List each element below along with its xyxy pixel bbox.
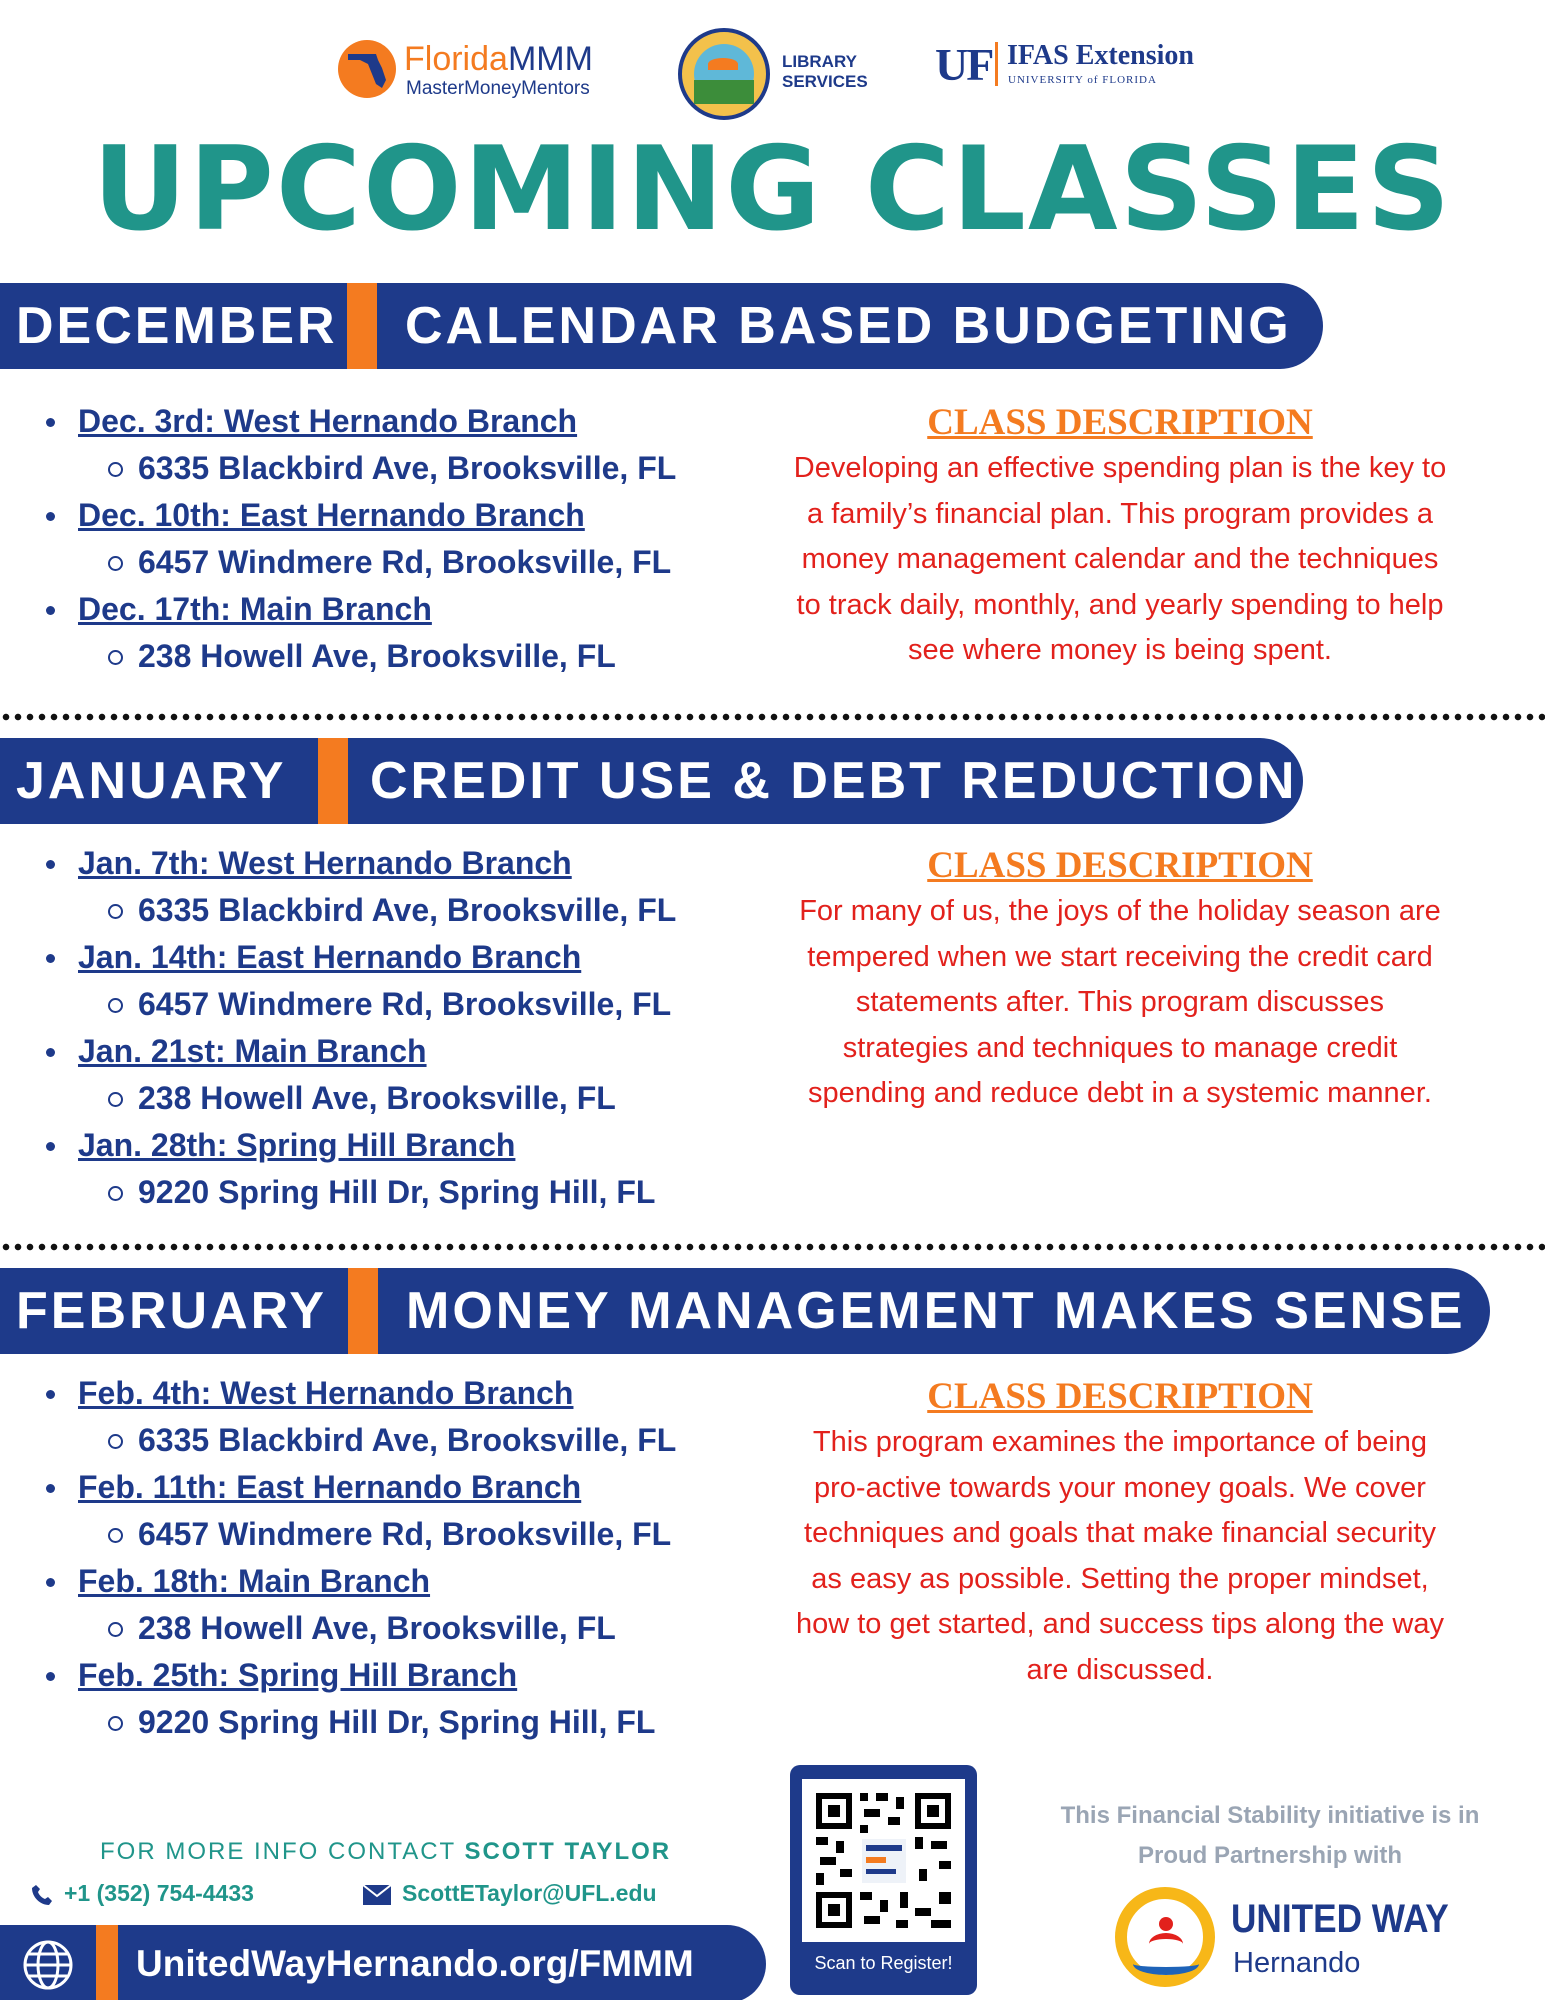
month-label: JANUARY: [16, 752, 287, 810]
florida-mmm-logo: [338, 34, 608, 104]
session-address: 6457 Windmere Rd, Brooksville, FL: [40, 539, 720, 586]
qr-code[interactable]: [802, 1779, 965, 1942]
partner-statement: This Financial Stability initiative is in Proud Partnership with: [1060, 1802, 1480, 1869]
session-date-link[interactable]: Feb. 4th: West Hernando Branch: [40, 1370, 720, 1417]
course-title: CREDIT USE & DEBT REDUCTION: [370, 752, 1298, 810]
session-date-link[interactable]: Jan. 14th: East Hernando Branch: [40, 934, 720, 981]
session-date-link[interactable]: Jan. 21st: Main Branch: [40, 1028, 720, 1075]
logo-strip: [0, 28, 1545, 123]
contact-label: FOR MORE INFO CONTACT SCOTT TAYLOR: [100, 1838, 672, 1865]
description-heading: CLASS DESCRIPTION: [927, 1376, 1313, 1417]
session-date-link[interactable]: Dec. 3rd: West Hernando Branch: [40, 398, 720, 445]
december-description: [740, 400, 1500, 674]
fmmm-subtitle: MasterMoneyMentors: [406, 78, 590, 99]
description-text: For many of us, the joys of the holiday season are tempered when we start receiving the credit card statements after. This program discusses strategies and techniques to manage credit spending and reduce debt in a systemic manner.: [799, 895, 1441, 1109]
february-description: [740, 1374, 1500, 1693]
united-way-emblem-icon: [1115, 1887, 1215, 1987]
course-title: CALENDAR BASED BUDGETING: [405, 297, 1292, 355]
session-address: 6457 Windmere Rd, Brooksville, FL: [40, 1511, 720, 1558]
january-banner: [0, 738, 1303, 824]
february-sessions: [40, 1370, 720, 1746]
envelope-icon: [362, 1884, 392, 1906]
description-text: This program examines the importance of being pro-active towards your money goals. We cover techniques and goals that make financial security as easy as possible. Setting the proper mindset, how to get started, and success tips along the way are discussed.: [795, 1426, 1445, 1686]
session-address: 6335 Blackbird Ave, Brooksville, FL: [40, 445, 720, 492]
email-contact[interactable]: ScottETaylor@UFL.edu: [362, 1875, 657, 1911]
uf-university-label: UNIVERSITY of FLORIDA: [1008, 74, 1157, 86]
dotted-divider: [0, 1243, 1545, 1251]
december-banner: [0, 283, 1323, 369]
session-address: 6335 Blackbird Ave, Brooksville, FL: [40, 887, 720, 934]
florida-state-icon: [338, 40, 396, 98]
library-services-label: LIBRARY SERVICES: [782, 52, 868, 91]
description-text: Developing an effective spending plan is the key to a family’s financial plan. This program provides a money management calendar and the techniques to track daily, monthly, and yearly spending to help see where money is being spent.: [793, 452, 1447, 666]
website-url: UnitedWayHernando.org/FMMM: [136, 1943, 694, 1984]
session-address: 6335 Blackbird Ave, Brooksville, FL: [40, 1417, 720, 1464]
session-date-link[interactable]: Feb. 11th: East Hernando Branch: [40, 1464, 720, 1511]
united-way-sub: Hernando: [1233, 1947, 1361, 1979]
february-banner: [0, 1268, 1490, 1354]
month-label: DECEMBER: [16, 297, 338, 355]
qr-register-box[interactable]: [790, 1765, 977, 1995]
ifas-extension-title: IFAS Extension: [1007, 40, 1194, 71]
session-address: 238 Howell Ave, Brooksville, FL: [40, 633, 720, 680]
session-date-link[interactable]: Jan. 28th: Spring Hill Branch: [40, 1122, 720, 1169]
session-date-link[interactable]: Dec. 10th: East Hernando Branch: [40, 492, 720, 539]
course-title: MONEY MANAGEMENT MAKES SENSE: [406, 1282, 1466, 1340]
session-date-link[interactable]: Feb. 18th: Main Branch: [40, 1558, 720, 1605]
page-title: UPCOMING CLASSES: [92, 122, 1453, 257]
phone-contact[interactable]: +1 (352) 754-4433: [30, 1875, 254, 1911]
session-address: 9220 Spring Hill Dr, Spring Hill, FL: [40, 1699, 720, 1746]
month-label: FEBRUARY: [16, 1282, 327, 1340]
website-link[interactable]: [0, 1925, 766, 2000]
session-date-link[interactable]: Jan. 7th: West Hernando Branch: [40, 840, 720, 887]
january-sessions: [40, 840, 720, 1216]
uf-mark: UF: [935, 39, 993, 90]
session-address: 6457 Windmere Rd, Brooksville, FL: [40, 981, 720, 1028]
hernando-library-logo: [678, 28, 878, 120]
globe-icon: [22, 1939, 74, 1991]
united-way-name: UNITED WAY: [1231, 1897, 1449, 1941]
phone-icon: [30, 1883, 54, 1907]
uf-ifas-logo: [935, 38, 1215, 98]
dotted-divider: [0, 713, 1545, 721]
session-date-link[interactable]: Feb. 25th: Spring Hill Branch: [40, 1652, 720, 1699]
session-address: 9220 Spring Hill Dr, Spring Hill, FL: [40, 1169, 720, 1216]
description-heading: CLASS DESCRIPTION: [927, 845, 1313, 886]
session-date-link[interactable]: Dec. 17th: Main Branch: [40, 586, 720, 633]
qr-caption: Scan to Register!: [814, 1953, 953, 1973]
session-address: 238 Howell Ave, Brooksville, FL: [40, 1075, 720, 1122]
united-way-logo: [1115, 1887, 1449, 1997]
description-heading: CLASS DESCRIPTION: [927, 402, 1313, 443]
session-address: 238 Howell Ave, Brooksville, FL: [40, 1605, 720, 1652]
december-sessions: [40, 398, 720, 680]
hernando-county-seal-icon: [678, 28, 770, 120]
fmmm-name: FloridaMMM: [404, 40, 593, 78]
january-description: [740, 843, 1500, 1117]
